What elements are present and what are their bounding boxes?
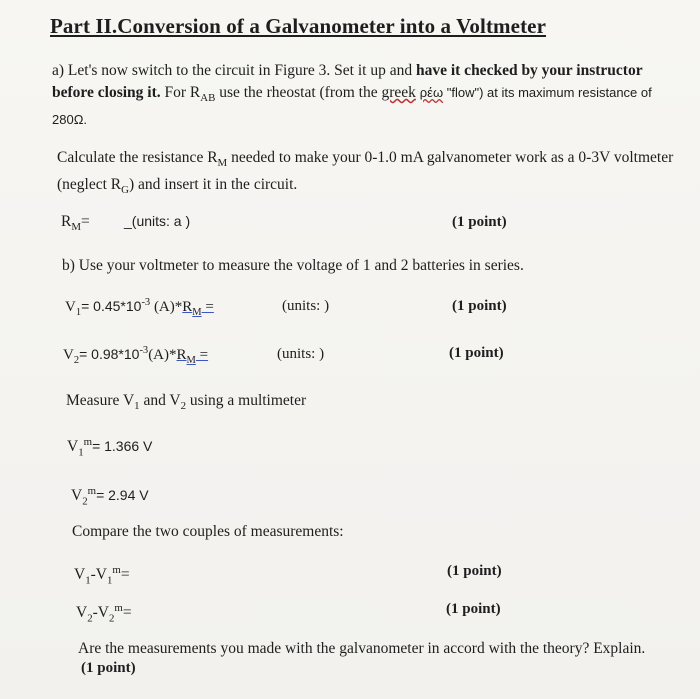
part-a-text-3: use the rheostat (from the — [215, 84, 382, 101]
part-a-paragraph — [52, 60, 682, 131]
calc-text-3: ) and insert it in the circuit. — [128, 176, 298, 194]
rm-label: $R_M=$ — [61, 213, 90, 234]
diff2-expression: $V_2-V_2^m=$ — [76, 602, 132, 625]
greek-letters: ρέω — [419, 85, 444, 100]
part-a-text-2: For R — [160, 84, 201, 101]
r-ab-subscript: AB — [200, 92, 216, 105]
part-a-bold-text: have it checked by your instructor before closing it. — [52, 62, 643, 101]
resistance-value: 280Ω. — [52, 112, 88, 128]
part-a-flow-text: "flow") at its maximum resistance of — [443, 85, 652, 100]
measure-text: Measure $V_1$ and $V_2$ using a multimeter — [66, 392, 307, 413]
calc-text-1: Calculate the resistance R — [57, 149, 218, 166]
page-title: Part II.Conversion of a Galvanometer into a Voltmeter — [50, 14, 547, 38]
v2-calc-expression: $V_2= 0.98*10^{-3}(A)*R_M$ = — [63, 345, 209, 366]
diff1-expression: $V_1-V_1^m=$ — [74, 564, 130, 587]
v1-units: (units: ) — [282, 298, 330, 314]
rm-points: (1 point) — [452, 214, 507, 230]
part-b-text: b) Use your voltmeter to measure the voltage of 1 and 2 batteries in series. — [62, 257, 524, 274]
calculate-paragraph — [57, 147, 677, 201]
part-a-text-1: a) Let's now switch to the circuit in Figure 3. Set it up and — [52, 62, 416, 79]
v1-calc-expression: $V_1= 0.45*10^{-3}$ $(A)*R_M$ = — [65, 297, 214, 318]
diff2-points: (1 point) — [446, 601, 501, 617]
v1-points: (1 point) — [452, 298, 507, 314]
v1m-measurement: $V_1^m= 1.366$ V — [67, 436, 153, 459]
question-text: Are the measurements you made with the galvanometer in accord with the theory? Explain. — [78, 640, 646, 657]
v2-points: (1 point) — [449, 345, 504, 361]
rg-subscript: G — [121, 184, 129, 197]
v2m-measurement: $V_2^m= 2.94$ V — [71, 485, 149, 508]
rm-units: _(units: a ) — [124, 213, 191, 229]
question-points: (1 point) — [81, 660, 136, 676]
calc-text-2: needed to make your 0-1.0 mA galvanometer work as a 0-3V voltmeter (neglect R — [57, 149, 674, 194]
compare-text: Compare the two couples of measurements: — [72, 523, 344, 540]
diff1-points: (1 point) — [447, 563, 502, 579]
rm-subscript: M — [217, 157, 228, 170]
greek-word: greek — [381, 84, 416, 101]
v2-units: (units: ) — [277, 346, 325, 362]
